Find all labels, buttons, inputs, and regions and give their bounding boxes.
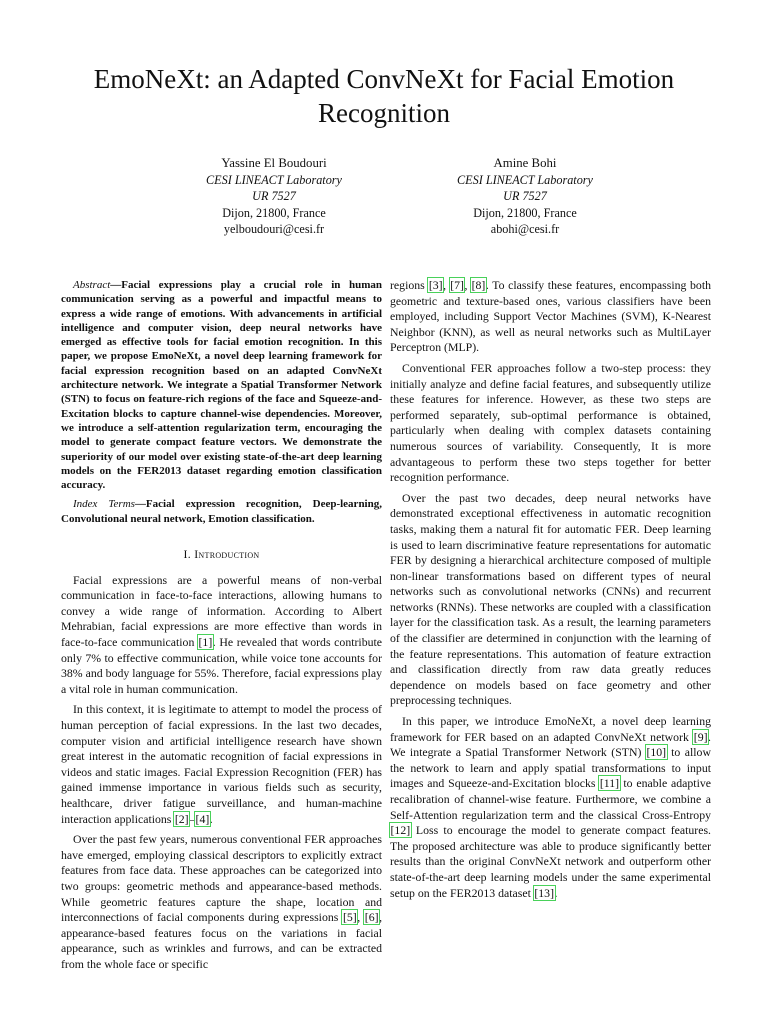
author-name: Yassine El Boudouri [221,156,327,170]
author-lab: CESI LINEACT Laboratory [457,172,593,187]
author-email: abohi@cesi.fr [490,222,560,236]
citation-link[interactable]: [8] [471,278,486,292]
author-unit: UR 7527 [252,189,296,203]
citation-link[interactable]: [9] [693,729,708,744]
author-block-1 [134,155,414,238]
paragraph: In this paper, we introduce EmoNeXt, a novel deep learning framework for FER based on an adapted ConvNeXt network [9]. We integrate a Spatial Transformer Network (STN) [10] to allow the network to learn and apply spatial transformations to input images and Squeeze-and-Excitation blocks [11] to enable adaptive recalibration of channel-wise feature. Furthermore, we combine a Self-Attention regularization term and the classical Cross-Entropy [12] Loss to encourage the model to generate compact features. The proposed architecture was able to produce significantly better results than the original ConvNeXt network and outperform other state-of-the-art deep learning models under the same experimental setup on the FER2013 dataset [13]. [390,714,711,900]
author-location: Dijon, 21800, France [473,205,577,220]
citation-link[interactable]: [4] [195,811,210,826]
citation-link[interactable]: [12] [390,823,411,838]
author-email: yelboudouri@cesi.fr [223,222,325,236]
paragraph: regions [3], [7], [8]. To classify these features, encompassing both geometric and texture-based ones, various classifiers have been employed, including Support Vector Machines (SVM), K-Nearest Neighbor (KNN), as well as neural networks such as MultiLayer Perceptron (MLP). [390,278,712,355]
author-lab: CESI LINEACT Laboratory [206,172,342,187]
abstract-text: Facial expressions play a crucial role in human communication serving as a powerful and impactful means to express a wide range of emotions. With advancements in artificial intelligence and computer vision, deep neural networks have emerged as effective tools for facial emotion recognition. In this paper, we propose EmoNeXt, a novel deep learning framework for facial expression recognition based on an adapted ConvNeXt architecture network. We integrate a Spatial Transformer Network (STN) to focus on feature-rich regions of the face and Squeeze-and-Excitation blocks to capture channel-wise dependencies. Moreover, we introduce a self-attention regularization term, encouraging the model to generate compact feature vectors. We demonstrate the superiority of our model over existing state-of-the-art deep learning models on the FER2013 dataset regarding emotion classification accuracy. [61,279,382,492]
paragraph: Conventional FER approaches follow a two-step process: they initially analyze and define facial features, and subsequently utilize these features for inference. However, as these two steps are performed separately, sub-optimal performance is obtained, particularly when dealing with complex datasets containing numerous sources of variability. Consequently, It is more advantageous to perform these two steps together for better recognition performance. [390,360,711,485]
citation-link[interactable]: [13] [534,885,554,900]
author-name: Amine Bohi [493,156,557,170]
citation-link[interactable]: [6] [364,910,379,925]
author-location: Dijon, 21800, France [222,205,326,220]
index-terms-text: Facial expression recognition, Deep-learning, Convolutional neural network, Emotion classification. [61,498,382,525]
paragraph: Over the past two decades, deep neural networks have demonstrated exceptional effectiveness in automatic recognition tasks, making them a natural fit for automatic FER. Deep learning is used to learn discriminative feature representations for automatic FER by designing a hierarchical architecture composed of multiple non-linear transformations based on different types of neural networks such as convolutional networks (CNNs) and recurrent networks (RNNs). These networks are coupled with a classification layer for the classification task. As a result, the learning parameters of the classifier are determined in conjunction with the learning of the feature representations. This automation of feature extraction and classification directly from raw data greatly reduces dependence on models based on face geometry and other preprocessing techniques. [390,490,711,708]
citation-link[interactable]: [7] [450,278,464,292]
right-column [390,278,711,901]
paragraph: Over the past few years, numerous conventional FER approaches have emerged, employing classical descriptors to explicitly extract features from face data. These approaches can be categorized into two groups: geometric methods and appearance-based methods. While geometric features capture the shape, location and interconnections of facial components during expressions [5], [6], appearance-based features focus on the variations in facial appearance, such as wrinkles and furrows, and can be extracted from the whole face or specific [61,832,383,971]
section-heading [61,547,382,563]
citation-link[interactable]: [3] [428,278,443,292]
citation-link[interactable]: [2] [174,811,189,826]
citation-link[interactable]: [11] [599,776,620,791]
paragraph: In this context, it is legitimate to attempt to model the process of human perception of facial expressions. In the last two decades, computer vision and artificial intelligence research have shown great interest in the automatic recognition of facial expressions in videos and static images. Facial Expression Recognition (FER) has gained immense importance in various fields such as security, healthcare, driver fatigue surveillance, and human-machine interaction applications [2]–[4]. [61,702,382,826]
abstract: Abstract—Facial expressions play a crucial role in human communication serving as a powerful and impactful means to express a wide range of emotions. With advancements in artificial intelligence and computer vision, deep neural networks have emerged as effective tools for facial emotion recognition. In this paper, we propose EmoNeXt, a novel deep learning framework for facial expression recognition based on an adapted ConvNeXt architecture network. We integrate a Spatial Transformer Network (STN) to focus on feature-rich regions of the face and Squeeze-and-Excitation blocks to capture channel-wise dependencies. Moreover, we introduce a self-attention regularization term, encouraging the model to generate compact feature vectors. We demonstrate the superiority of our model over existing state-of-the-art deep learning models on the FER2013 dataset regarding emotion classification accuracy. [61,279,382,492]
abstract-label: Abstract [73,279,111,291]
author-unit: UR 7527 [503,189,547,203]
section-title: Introduction [194,547,260,562]
citation-link[interactable]: [1] [198,635,213,650]
citation-link[interactable]: [5] [342,910,357,925]
author-block-2 [385,155,665,238]
paragraph: Facial expressions are a powerful means of non-verbal communication in face-to-face interactions, allowing humans to convey a wide range of information. According to Albert Mehrabian, facial expressions are more effective than words in face-to-face communication [1]. He revealed that words contribute only 7% to effective communication, while voice tone accounts for 38% and body language for 55%. Therefore, facial expressions play a vital role in human communication. [61,572,383,696]
left-column [61,278,382,972]
index-terms: Index Terms—Facial expression recognition, Deep-learning, Convolutional neural network, Emotion classification. [61,498,382,525]
index-terms-label: Index Terms [73,498,135,511]
citation-link[interactable]: [10] [646,745,667,760]
section-number: I. [183,547,191,562]
paper-title: EmoNeXt: an Adapted ConvNeXt for Facial Emotion Recognition [93,64,675,128]
